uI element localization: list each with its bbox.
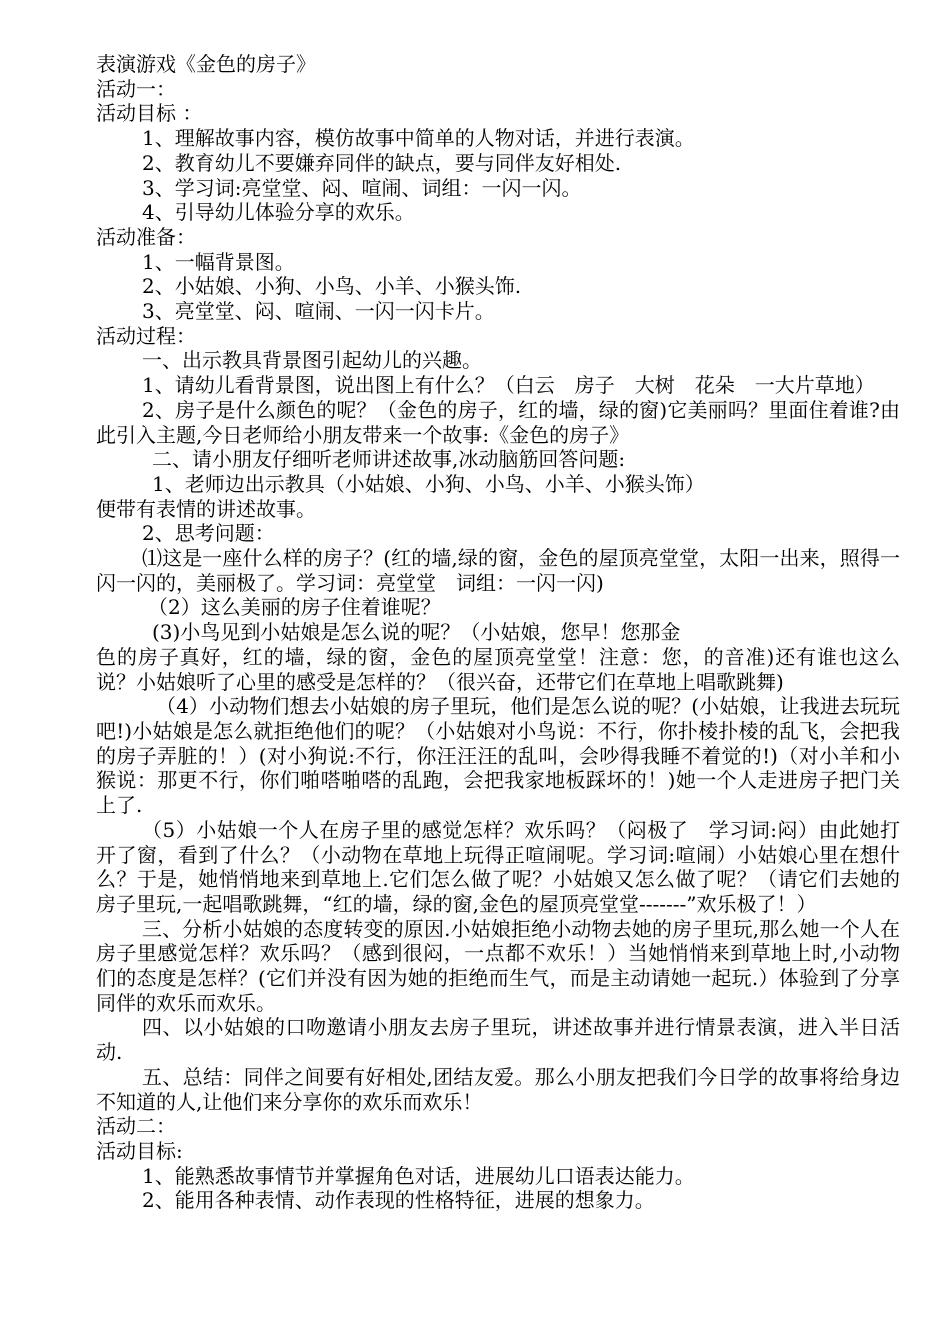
activity1-process-heading: 活动过程：	[96, 323, 196, 348]
goal-item: 1、理解故事内容，模仿故事中简单的人物对话，并进行表演。	[142, 126, 695, 151]
process-paragraph: （5）小姑娘一个人在房子里的感觉怎样？欢乐吗？（闷极了 学习词:闷）由此她打开了窗，看到了什么？（小动物在草地上玩得正喧闹呢。学习词:喧闹）小姑娘心里在想什么？于是，她悄悄地来到草地上.它们怎么做了呢？小姑娘又怎么做了呢？（请它们去她的房子里玩,一起唱歌跳舞，“红的墙，绿的窗,金色的屋顶亮堂堂-------”欢乐极了！）	[96, 817, 900, 916]
process-paragraph: (3)小鸟见到小姑娘是怎么说的呢？（小姑娘，您早！您那金	[152, 620, 681, 645]
goal-item: 3、学习词:亮堂堂、闷、喧闹、词组：一闪一闪。	[142, 175, 582, 200]
activity2-goals-heading: 活动目标:	[96, 1138, 183, 1163]
prep-item: 3、亮堂堂、闷、喧闹、一闪一闪卡片。	[142, 299, 495, 324]
activity1-heading: 活动一：	[96, 76, 176, 101]
process-paragraph: 2、思考问题：	[142, 521, 275, 546]
process-paragraph: 五、总结：同伴之间要有好相处,团结友爱。那么小朋友把我们今日学的故事将给身边不知道的人,让他们来分享你的欢乐而欢乐！	[96, 1064, 900, 1114]
process-paragraph: 三、分析小姑娘的态度转变的原因.小姑娘拒绝小动物去她的房子里玩,那么她一个人在房子里感觉怎样？欢乐吗？（感到很闷，一点都不欢乐！）当她悄悄来到草地上时,小动物们的态度是怎样？(它们并没有因为她的拒绝而生气，而是主动请她一起玩.）体验到了分享同伴的欢乐而欢乐。	[96, 916, 900, 1015]
goal-item: 2、能用各种表情、动作表现的性格特征，进展的想象力。	[142, 1188, 655, 1213]
process-paragraph: 四、以小姑娘的口吻邀请小朋友去房子里玩，讲述故事并进行情景表演，进入半日活动.	[96, 1015, 900, 1065]
process-paragraph: ⑴这是一座什么样的房子？(红的墙,绿的窗，金色的屋顶亮堂堂，太阳一出来，照得一闪一闪的，美丽极了。学习词：亮堂堂 词组：一闪一闪)	[96, 546, 900, 595]
process-paragraph: 二、请小朋友仔细听老师讲述故事,冰动脑筋回答问题:	[152, 447, 626, 472]
process-paragraph: 1、老师边出示教具（小姑娘、小狗、小鸟、小羊、小猴头饰）	[152, 471, 705, 496]
process-paragraph: 1、请幼儿看背景图，说出图上有什么？（白云 房子 大树 花朵 一大片草地）	[142, 373, 875, 398]
activity1-goals-heading: 活动目标 ：	[96, 101, 203, 126]
activity1-prep-heading: 活动准备：	[96, 224, 196, 249]
process-paragraph: （2）这么美丽的房子住着谁呢？	[148, 595, 441, 620]
document-body	[96, 52, 900, 1213]
prep-item: 1、一幅背景图。	[142, 249, 295, 274]
goal-item: 1、能熟悉故事情节并掌握角色对话，进展幼儿口语表达能力。	[142, 1163, 695, 1188]
process-paragraph: 便带有表情的讲述故事。	[96, 496, 316, 521]
prep-item: 2、小姑娘、小狗、小鸟、小羊、小猴头饰.	[142, 274, 522, 299]
goal-item: 2、教育幼儿不要嫌弃同伴的缺点，要与同伴友好相处.	[142, 150, 622, 175]
process-paragraph: 一、出示教具背景图引起幼儿的兴趣。	[142, 348, 482, 373]
process-paragraph: 色的房子真好，红的墙，绿的窗，金色的屋顶亮堂堂！注意：您，的音准)还有谁也这么说？小姑娘听了心里的感受是怎样的？（很兴奋，还带它们在草地上唱歌跳舞)	[96, 644, 900, 694]
process-paragraph: （4）小动物们想去小姑娘的房子里玩，他们是怎么说的呢？(小姑娘，让我进去玩玩吧!)小姑娘是怎么就拒绝他们的呢？（小姑娘对小鸟说：不行，你扑棱扑棱的乱飞，会把我的房子弄脏的！）(对小狗说:不行，你汪汪汪的乱叫，会吵得我睡不着觉的!)（对小羊和小猴说：那更不行，你们啪嗒啪嗒的乱跑，会把我家地板踩坏的！)她一个人走进房子把门关上了.	[96, 694, 900, 818]
activity2-heading: 活动二：	[96, 1114, 176, 1139]
goal-item: 4、引导幼儿体验分享的欢乐。	[142, 200, 415, 225]
process-paragraph: 2、房子是什么颜色的呢？（金色的房子，红的墙，绿的窗)它美丽吗？里面住着谁?由此引入主题,今日老师给小朋友带来一个故事:《金色的房子》	[96, 397, 900, 447]
document-title: 表演游戏《金色的房子》	[96, 52, 316, 76]
